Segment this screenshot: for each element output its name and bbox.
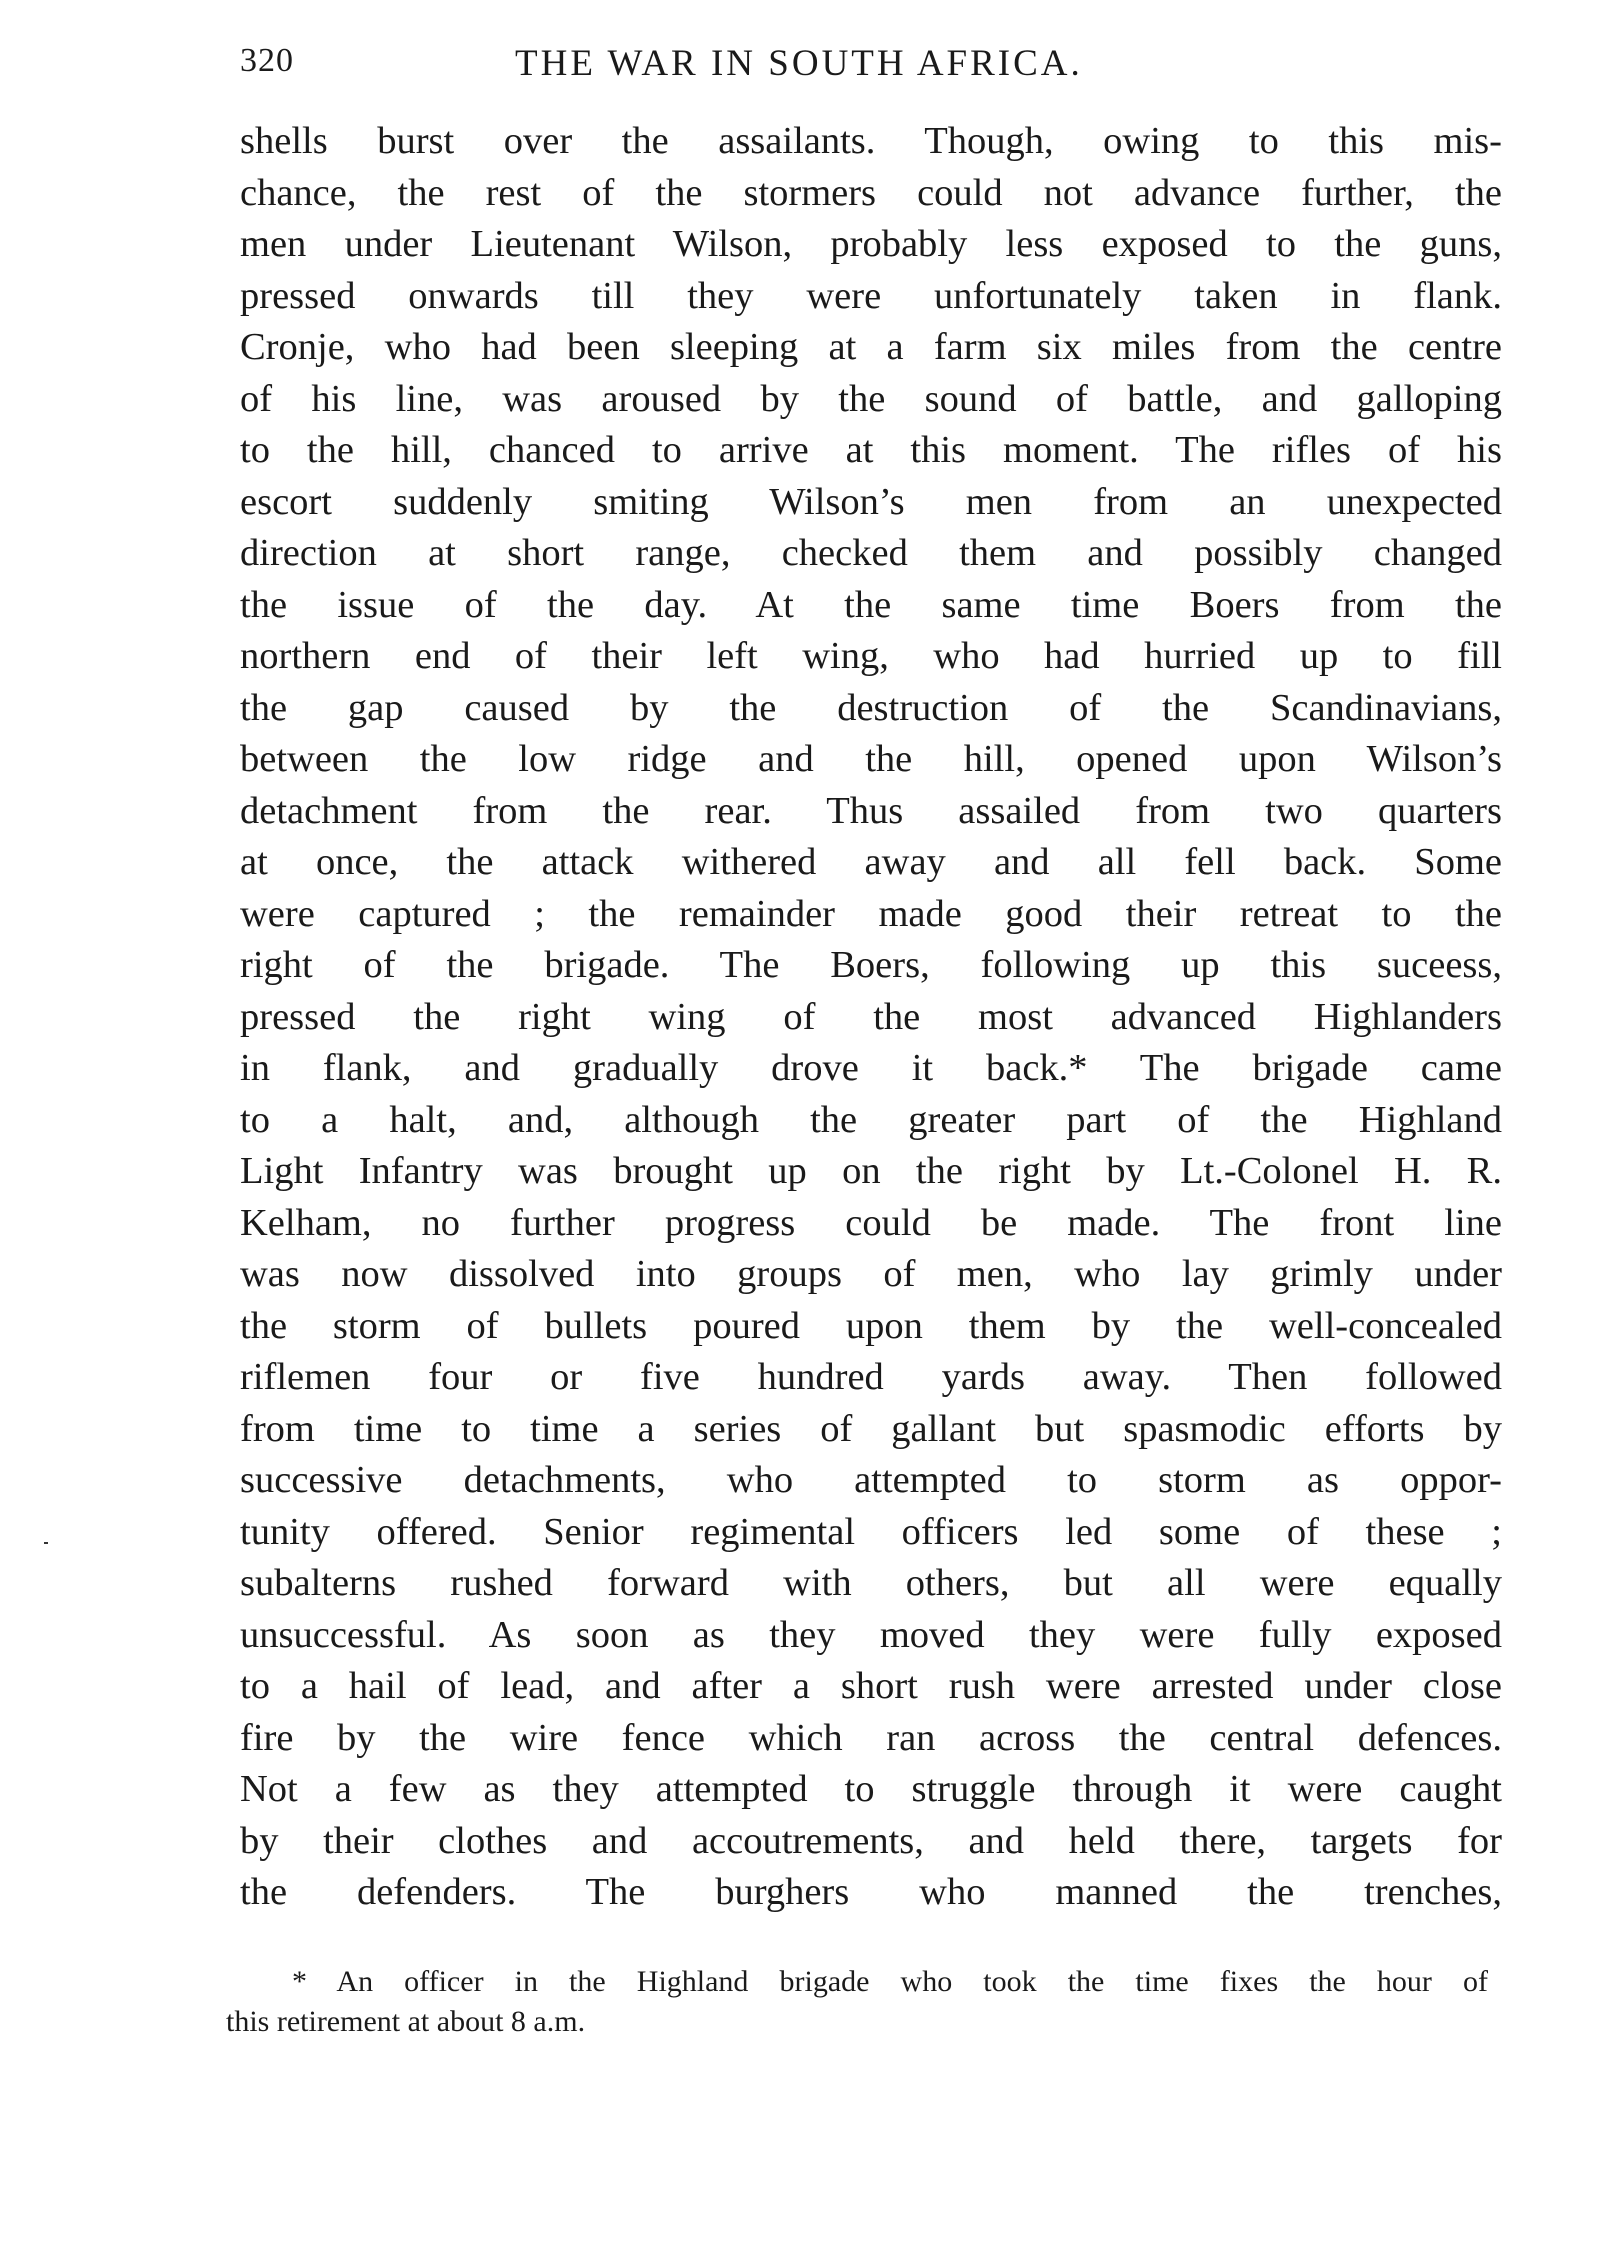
text-line: the issue of the day. At the same time Boers from the	[240, 583, 1502, 626]
text-line: right of the brigade. The Boers, following up this suceess,	[240, 944, 1502, 986]
text-line: chance, the rest of the stormers could not advance further, the	[240, 171, 1502, 214]
text-line: in flank, and gradually drove it back.* The brigade came	[240, 1047, 1502, 1089]
text-line: direction at short range, checked them and possibly changed	[240, 532, 1502, 574]
text-line: detachment from the rear. Thus assailed from two quarters	[240, 789, 1502, 832]
text-line: to the hill, chanced to arrive at this moment. The rifles of his	[240, 429, 1502, 471]
text-line: shells burst over the assailants. Though, owing to this mis-	[240, 120, 1502, 162]
running-title: THE WAR IN SOUTH AFRICA.	[515, 43, 1083, 84]
text-line: pressed the right wing of the most advanced Highlanders	[240, 995, 1502, 1038]
text-line: the defenders. The burghers who manned the trenches,	[240, 1871, 1502, 1913]
body-text	[240, 116, 1502, 1919]
text-line: of his line, was aroused by the sound of battle, and galloping	[240, 377, 1502, 420]
text-line: at once, the attack withered away and all fell back. Some	[240, 841, 1502, 883]
text-line: subalterns rushed forward with others, but all were equally	[240, 1562, 1502, 1604]
text-line: the storm of bullets poured upon them by the well-concealed	[240, 1304, 1502, 1347]
page-header	[240, 42, 1240, 92]
text-line: Cronje, who had been sleeping at a farm six miles from the centre	[240, 326, 1502, 368]
text-line: Light Infantry was brought up on the right by Lt.-Colonel H. R.	[240, 1150, 1502, 1192]
text-line: tunity offered. Senior regimental officers led some of these ;	[240, 1510, 1502, 1553]
text-line: escort suddenly smiting Wilson’s men from an unexpected	[240, 480, 1502, 523]
text-line: the gap caused by the destruction of the Scandinavians,	[240, 686, 1502, 729]
footnote	[226, 1962, 1488, 2042]
text-line: successive detachments, who attempted to storm as oppor-	[240, 1459, 1502, 1501]
text-line: pressed onwards till they were unfortunately taken in flank.	[240, 274, 1502, 317]
text-line: by their clothes and accoutrements, and held there, targets for	[240, 1819, 1502, 1862]
footnote-line: this retirement at about 8 a.m.	[226, 2005, 586, 2038]
text-line: from time to time a series of gallant but spasmodic efforts by	[240, 1407, 1502, 1450]
text-line: northern end of their left wing, who had hurried up to fill	[240, 635, 1502, 677]
footnote-line: * An officer in the Highland brigade who took the time fixes the hour of	[292, 1965, 1488, 1998]
text-line: riflemen four or five hundred yards away. Then followed	[240, 1356, 1502, 1398]
text-line: men under Lieutenant Wilson, probably less exposed to the guns,	[240, 223, 1502, 265]
scan-speck	[44, 1542, 48, 1544]
text-line: were captured ; the remainder made good their retreat to the	[240, 892, 1502, 935]
text-line: to a hail of lead, and after a short rush were arrested under close	[240, 1665, 1502, 1707]
text-line: Kelham, no further progress could be made. The front line	[240, 1201, 1502, 1244]
text-line: to a halt, and, although the greater part of the Highland	[240, 1098, 1502, 1141]
text-line: between the low ridge and the hill, opened upon Wilson’s	[240, 738, 1502, 780]
text-line: Not a few as they attempted to struggle through it were caught	[240, 1768, 1502, 1810]
text-line: fire by the wire fence which ran across the central defences.	[240, 1716, 1502, 1759]
text-line: was now dissolved into groups of men, who lay grimly under	[240, 1253, 1502, 1295]
text-line: unsuccessful. As soon as they moved they were fully exposed	[240, 1613, 1502, 1656]
page-number: 320	[240, 42, 294, 79]
